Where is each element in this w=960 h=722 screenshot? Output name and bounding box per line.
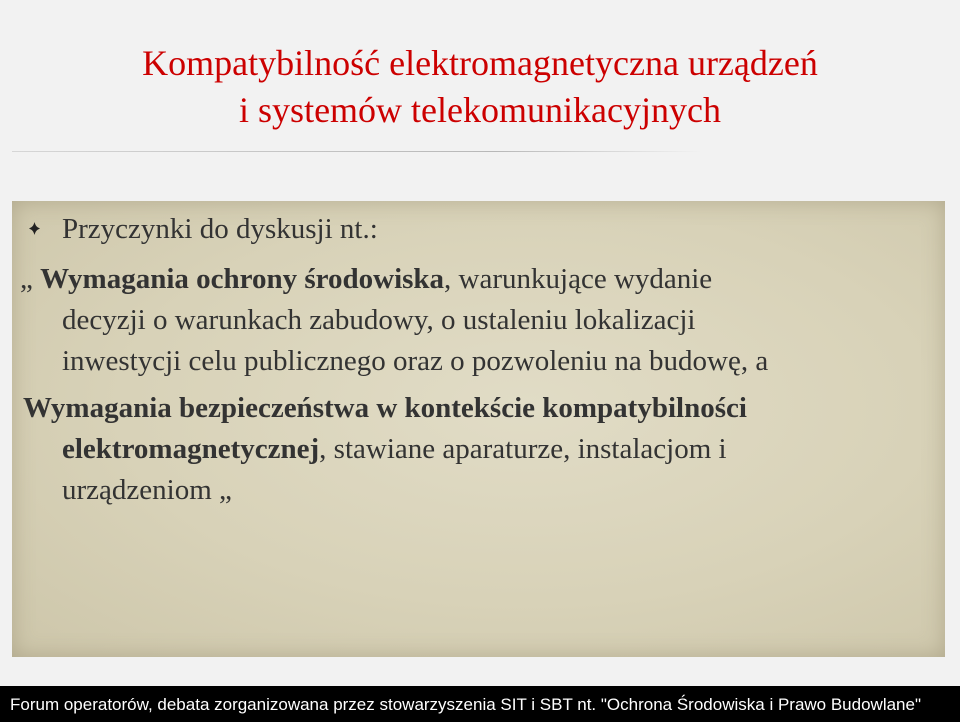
footer-bar — [0, 688, 960, 722]
env-requirements-heading: Wymagania ochrony środowiska — [40, 263, 445, 295]
open-quote: „ — [20, 263, 41, 295]
paragraph-2-line-2-rest: , stawiane aparaturze, instalacjom i — [319, 433, 727, 465]
paragraph-2-line-3: urządzeniom „ — [62, 474, 232, 506]
emc-heading: elektromagnetycznej — [62, 433, 320, 465]
paragraph-1-line-2: decyzji o warunkach zabudowy, o ustaleniu lokalizacji — [62, 304, 696, 336]
title-line-1: Kompatybilność elektromagnetyczna urządzeń — [142, 43, 818, 83]
paragraph-2-line-2 — [62, 429, 727, 469]
diamond-bullet-icon — [29, 222, 40, 235]
title-line-2: i systemów telekomunikacyjnych — [239, 90, 721, 130]
footer-text: Forum operatorów, debata zorganizowana przez stowarzyszenia SIT i SBT nt. "Ochrona Środowiska i Prawo Budowlane" — [10, 695, 922, 714]
bullet-item: Przyczynki do dyskusji nt.: — [62, 213, 378, 245]
title-divider — [12, 151, 702, 152]
paragraph-1-line-1 — [20, 259, 712, 299]
safety-requirements-heading: Wymagania bezpieczeństwa w kontekście kompatybilności — [23, 392, 747, 424]
paragraph-1-line-3: inwestycji celu publicznego oraz o pozwoleniu na budowę, a — [62, 345, 769, 377]
paragraph-1-line-1-rest: , warunkujące wydanie — [444, 263, 713, 295]
paragraph-2-line-1 — [23, 388, 747, 428]
slide-title — [0, 40, 960, 134]
